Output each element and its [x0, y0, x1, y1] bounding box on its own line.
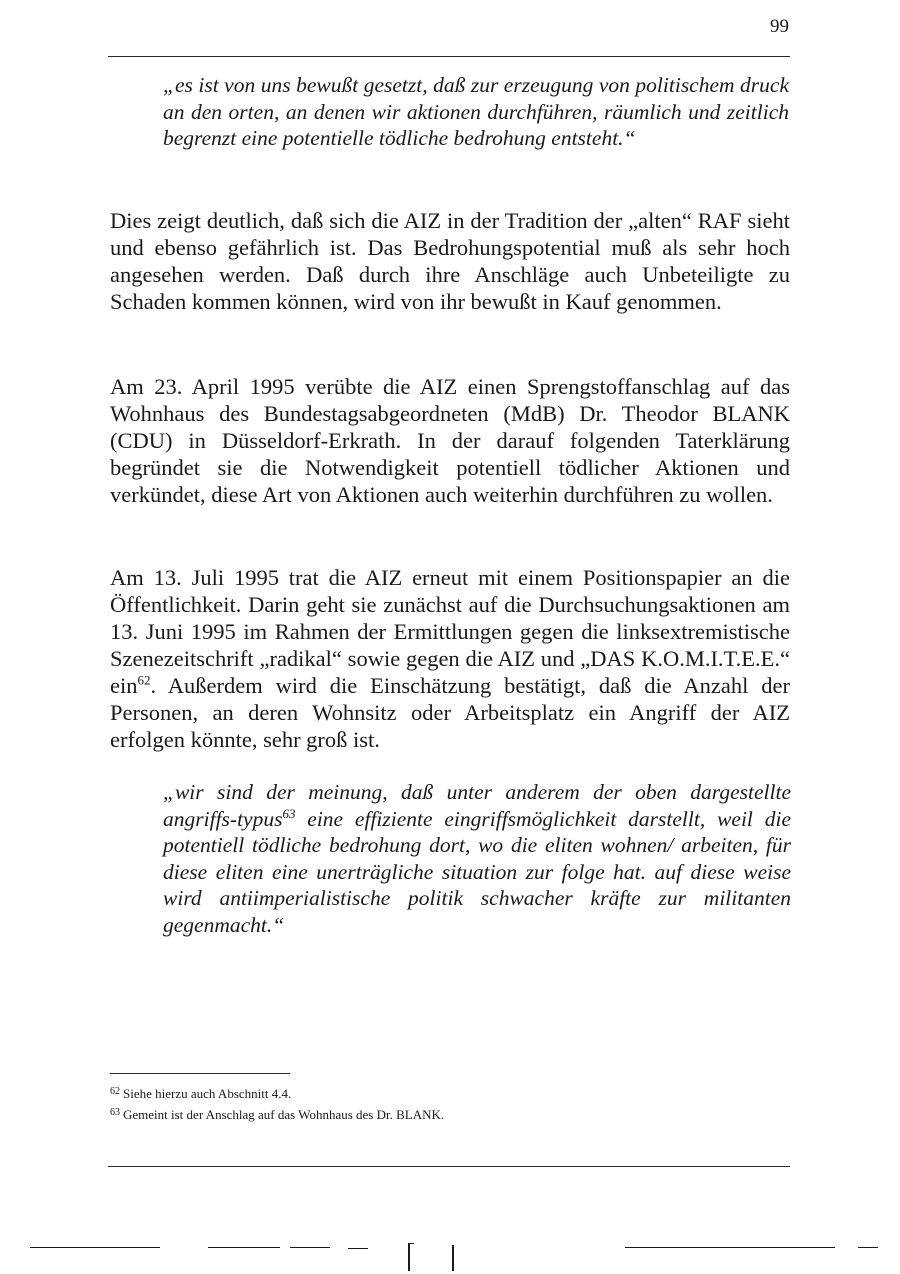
header-rule: [108, 56, 790, 57]
paragraph-3-text: Am 13. Juli 1995 trat die AIZ erneut mit einem Positionspapier an die Öffentlichkeit. Darin geht sie zunächst auf die Durchsuchungsaktionen am 13. Juni 1995 im Rahmen der Ermittlungen gegen die linksextremistische Szenezeitschrift „radikal“ sowie gegen die AIZ und „DAS K.O.M.I.T.E.E.“ ein: [110, 565, 790, 698]
footnote-number: 62: [110, 1086, 120, 1097]
footnotes: [110, 1083, 730, 1125]
quote-block-1: „es ist von uns bewußt gesetzt, daß zur erzeugung von politischem druck an den orten, an denen wir aktionen durchführen, räumlich und zeitlich begrenzt eine potentielle tödliche bedrohung entsteht.“: [163, 73, 789, 150]
scan-mark: [290, 1247, 330, 1248]
scan-mark: [858, 1247, 878, 1248]
quote-2-text-cont: eine effiziente eingriffsmöglichkeit darstellt, weil die potentiell tödliche bedrohung dort, wo die eliten wohnen/ arbeiten, für diese eliten eine unerträgliche situation zur folge hat. auf diese weise wird antiimperialistische politik schwacher kräfte zur militanten gegenmacht.“: [163, 806, 791, 937]
scan-mark: [208, 1247, 280, 1248]
footnote-separator: [110, 1073, 290, 1074]
footer-rule: [108, 1166, 790, 1167]
scan-mark: [408, 1243, 410, 1271]
paragraph-3: [110, 564, 790, 753]
footnote-62: [110, 1083, 730, 1104]
scan-mark: [348, 1248, 368, 1249]
quote-2-text: „wir sind der meinung, daß unter anderem der oben dargestellte angriffs-typus: [163, 780, 791, 831]
scan-mark: [625, 1247, 835, 1248]
scan-mark: [452, 1245, 454, 1271]
footnote-ref-63: 63: [282, 805, 296, 821]
paragraph-1: Dies zeigt deutlich, daß sich die AIZ in der Tradition der „alten“ RAF sieht und ebenso gefährlich ist. Das Bedrohungspotential muß als sehr hoch angesehen werden. Daß durch ihre Anschläge auch Unbeteiligte zu Schaden kommen können, wird von ihr bewußt in Kauf genommen.: [110, 208, 790, 314]
footnote-63: [110, 1104, 730, 1125]
quote-block-2: [163, 779, 791, 938]
scan-mark: [408, 1243, 414, 1244]
paragraph-2: Am 23. April 1995 verübte die AIZ einen Sprengstoffanschlag auf das Wohnhaus des Bundestagsabgeordneten (MdB) Dr. Theodor BLANK (CDU) in Düsseldorf-Erkrath. In der darauf folgenden Taterklärung begründet sie die Notwendigkeit potentiell tödlicher Aktionen und verkündet, diese Art von Aktionen auch weiterhin durchführen zu wollen.: [110, 374, 790, 507]
scan-mark: [30, 1247, 160, 1248]
paragraph-3-text-cont: . Außerdem wird die Einschätzung bestätigt, daß die Anzahl der Personen, an deren Wohnsitz oder Arbeitsplatz ein Angriff der AIZ erfolgen könnte, sehr groß ist.: [110, 673, 790, 752]
footnote-number: 63: [110, 1107, 120, 1118]
page-number: 99: [770, 16, 789, 37]
footnote-text: Siehe hierzu auch Abschnitt 4.4.: [123, 1086, 292, 1101]
footnote-text: Gemeint ist der Anschlag auf das Wohnhaus des Dr. BLANK.: [123, 1107, 445, 1122]
footnote-ref-62: 62: [137, 672, 151, 688]
